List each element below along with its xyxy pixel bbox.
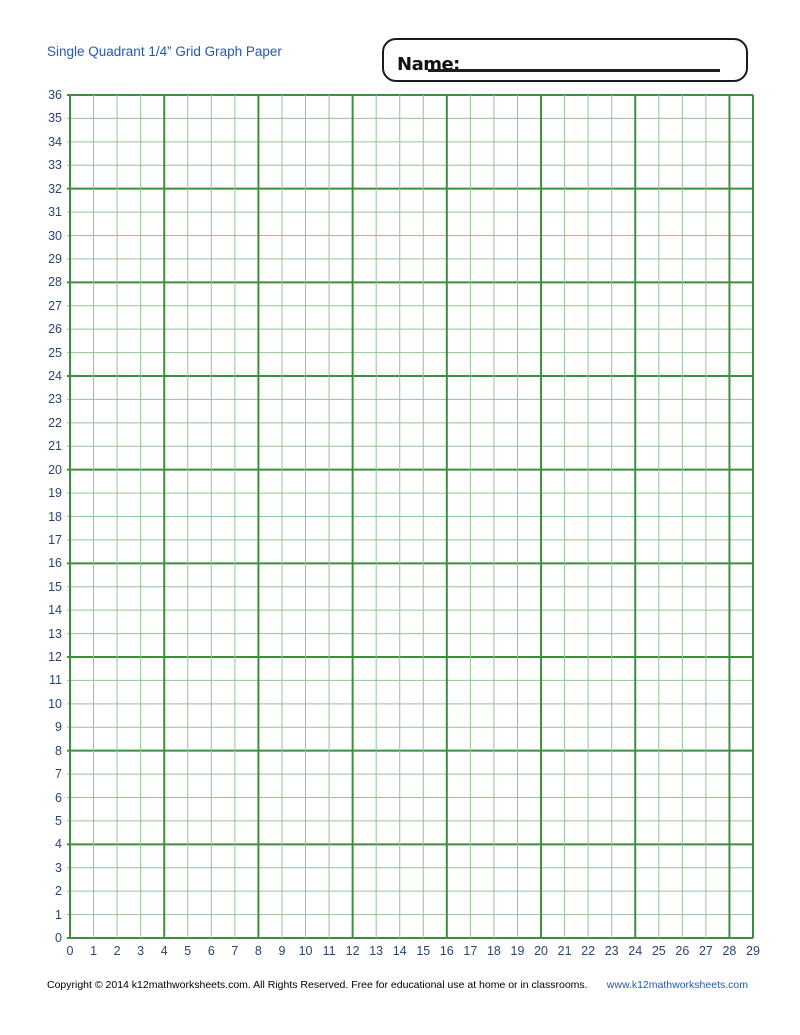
y-axis-label: 17 <box>48 532 62 547</box>
x-axis-label: 22 <box>581 944 596 958</box>
y-axis-label: 3 <box>55 860 62 875</box>
y-axis-label: 23 <box>48 392 62 407</box>
graph-grid <box>66 93 757 941</box>
y-axis-label: 14 <box>48 603 62 618</box>
x-axis-label: 6 <box>207 944 215 958</box>
y-axis-label: 8 <box>55 743 62 758</box>
footer-website-link[interactable]: www.k12mathworksheets.com <box>606 979 748 991</box>
y-axis-label: 35 <box>48 111 62 126</box>
y-axis-label: 2 <box>55 884 62 899</box>
name-box <box>382 38 748 82</box>
name-label: Name: <box>397 54 460 75</box>
x-axis-label: 29 <box>746 944 760 958</box>
y-axis-label: 32 <box>48 181 62 196</box>
y-axis-label: 0 <box>55 931 62 945</box>
y-axis-label: 22 <box>48 415 62 430</box>
y-axis-label: 33 <box>48 158 62 173</box>
x-axis-label: 1 <box>90 944 98 958</box>
x-axis-label: 12 <box>345 944 360 958</box>
y-axis-label: 30 <box>48 228 62 243</box>
x-axis-label: 2 <box>113 944 121 958</box>
y-axis-label: 18 <box>48 509 62 524</box>
page-title: Single Quadrant 1/4” Grid Graph Paper <box>47 44 282 59</box>
x-axis-label: 3 <box>137 944 145 958</box>
x-axis-label: 13 <box>369 944 384 958</box>
x-axis-label: 14 <box>392 944 407 958</box>
y-axis-label: 13 <box>48 626 62 641</box>
y-axis-label: 4 <box>55 837 62 852</box>
x-axis-label: 8 <box>254 944 262 958</box>
x-axis-label: 26 <box>675 944 690 958</box>
y-axis-label: 16 <box>48 556 62 571</box>
y-axis-label: 7 <box>55 767 62 782</box>
x-axis-label: 5 <box>184 944 192 958</box>
x-axis-label: 19 <box>510 944 525 958</box>
y-axis-label: 24 <box>48 369 62 383</box>
x-axis-label: 10 <box>298 944 313 958</box>
y-axis-label: 19 <box>48 486 62 501</box>
x-axis-label: 16 <box>439 944 454 958</box>
y-axis-label: 12 <box>48 650 62 664</box>
footer-copyright: Copyright © 2014 k12mathworksheets.com. All Rights Reserved. Free for educational use at home or in classrooms. <box>47 979 588 991</box>
y-axis-label: 9 <box>55 720 62 735</box>
x-axis-label: 24 <box>628 944 643 958</box>
y-axis-label: 27 <box>48 298 62 313</box>
y-axis-label: 15 <box>48 579 62 594</box>
x-axis-label: 25 <box>651 944 666 958</box>
y-axis-label: 25 <box>48 345 62 360</box>
x-axis-label: 11 <box>322 944 336 958</box>
y-axis-label: 20 <box>48 462 62 477</box>
x-axis-label: 0 <box>66 944 74 958</box>
y-axis-label: 10 <box>48 696 62 711</box>
x-axis-label: 28 <box>722 944 737 958</box>
y-axis-label: 21 <box>48 439 62 454</box>
y-axis-label: 34 <box>48 134 62 149</box>
x-axis-label: 9 <box>278 944 286 958</box>
y-axis-label: 36 <box>48 88 62 102</box>
x-axis-label: 20 <box>534 944 548 958</box>
x-axis-label: 27 <box>698 944 713 958</box>
y-axis-label: 6 <box>55 790 62 805</box>
y-axis-label: 31 <box>48 205 62 220</box>
x-axis-label: 23 <box>604 944 619 958</box>
y-axis-label: 11 <box>49 673 62 688</box>
x-axis-label: 17 <box>463 944 478 958</box>
y-axis-label: 29 <box>48 251 62 266</box>
name-underline <box>428 69 720 72</box>
y-axis-label: 5 <box>55 813 62 828</box>
x-axis-label: 15 <box>416 944 431 958</box>
y-axis-label: 26 <box>48 322 62 337</box>
y-axis-label: 28 <box>48 275 62 290</box>
x-axis-label: 21 <box>557 944 572 958</box>
x-axis-label: 7 <box>231 944 239 958</box>
x-axis-label: 4 <box>160 944 168 958</box>
y-axis-label: 1 <box>55 907 62 922</box>
x-axis-label: 18 <box>486 944 501 958</box>
